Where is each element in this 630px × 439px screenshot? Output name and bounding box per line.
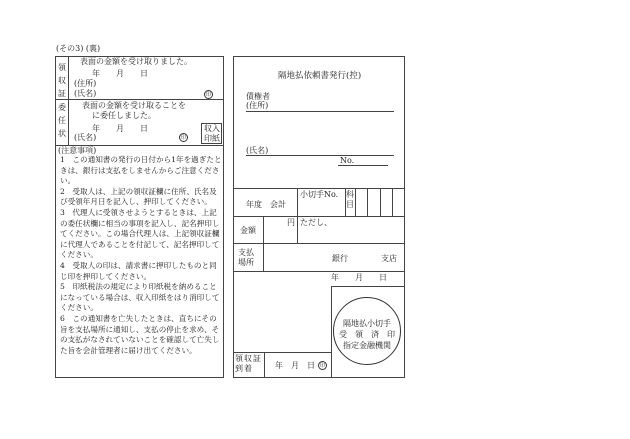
receipt-side-label: 領収証	[58, 63, 66, 98]
bank-label: 銀行	[332, 254, 348, 263]
number-label: No.	[340, 156, 355, 165]
creditor-label: 債権者	[246, 92, 270, 101]
stamp-line-1: 隔地払小切手	[343, 319, 391, 328]
branch-label: 支店	[381, 254, 397, 263]
page-label: (その3) (裏)	[56, 44, 101, 53]
note-item: 2 受取人は、上記の領収証欄に住所、氏名及び受領年月日を記入し、押印してください。	[60, 186, 217, 207]
proxy-seal-icon: 印	[180, 135, 186, 141]
notes-title: (注意事項)	[58, 146, 97, 155]
proxy-statement-line1: 表面の金額を受け取ることを	[82, 101, 186, 110]
payment-place-label: 支払場所	[238, 248, 254, 267]
amount-label: 金額	[240, 226, 256, 235]
tadashi-label: ただし、	[300, 218, 332, 227]
stamp-line-3: 指定金融機関	[343, 341, 391, 350]
note-item: 3 代理人に受領させようとするときは、上記の委任状欄に相当の事項を記入し、記名押印してください。この場合代理人は、上記領収証欄に代理人であることを付記して、記名押印してください。	[60, 207, 220, 260]
issue-date: 年 月 日	[331, 273, 387, 282]
arrival-seal-icon: 印	[319, 363, 325, 369]
receipt-statement: 表面の金額を受け取りました。	[80, 57, 192, 66]
proxy-statement-line2: に委任しました。	[92, 111, 156, 120]
notes-list	[60, 155, 224, 356]
receipt-arrival-label: 領収証到着	[235, 354, 262, 373]
check-number-label: 小切手No.	[300, 190, 339, 199]
note-item: 4 受取人の印は、請求書に押印したものと同じ印を押印してください。	[60, 260, 217, 281]
proxy-side-label: 委任状	[58, 103, 66, 138]
fiscal-year-label: 年度 会計	[246, 200, 286, 209]
receipt-arrival-date: 年 月 日	[275, 361, 315, 370]
note-item: 1 この通知書の発行の日付から1年を過ぎたときは、銀行は支払をしませんからご注意ください。	[60, 155, 222, 186]
receipt-address-label: (住所)	[74, 79, 97, 88]
receipt-name-label: (氏名)	[74, 89, 97, 98]
proxy-name-label: (氏名)	[74, 133, 97, 142]
receipt-seal-icon: 印	[205, 92, 211, 98]
proxy-date: 年 月 日	[92, 124, 148, 133]
subject-label: 科目	[346, 190, 354, 209]
creditor-address-label: (住所)	[246, 101, 269, 110]
revenue-stamp-label: 収入印紙	[204, 124, 220, 143]
creditor-name-label: (氏名)	[246, 146, 269, 155]
payment-received-stamp	[333, 297, 401, 365]
note-item: 6 この通知書を亡失したときは、直ちにその旨を支払場所に通知し、支払の停止を求め、その支払がなされていないことを確認して亡失した旨を会計管理者に届け出てください。	[60, 313, 220, 355]
note-item: 5 印紙税法の規定により印紙税を納めることになっている場合は、収入印紙をはり消印してください。	[60, 282, 220, 313]
stamp-line-2: 受 領 済 印	[339, 330, 395, 339]
receipt-date: 年 月 日	[92, 69, 148, 78]
right-title: 隔地払依頼書発行(控)	[278, 71, 362, 81]
yen-label: 円	[287, 218, 295, 227]
